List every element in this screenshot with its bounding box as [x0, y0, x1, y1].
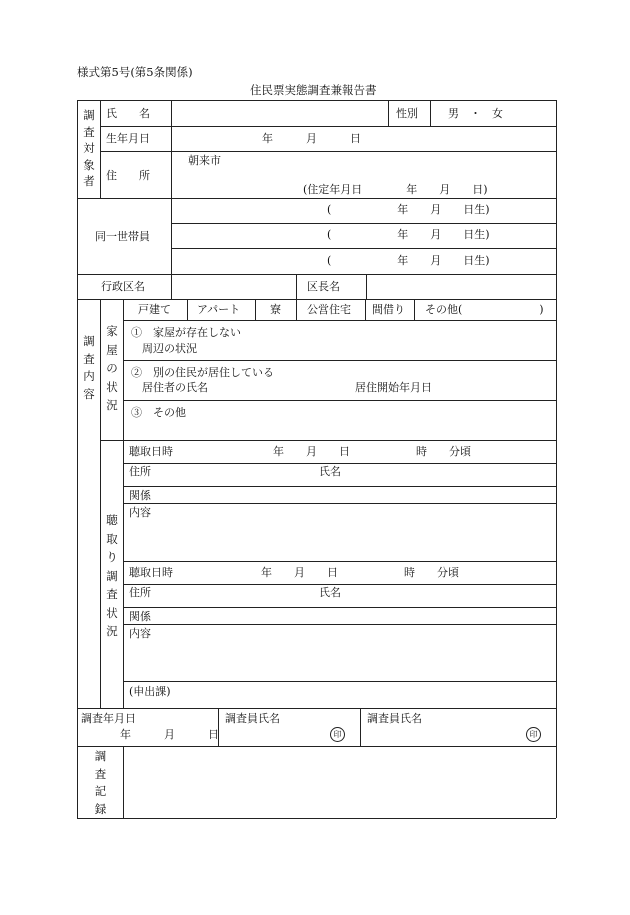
interview-relation-label: 関係 [129, 489, 151, 502]
interview-datetime-label: 聴取日時 [129, 566, 173, 579]
birth-date-field[interactable]: 年 月 日 [262, 132, 361, 145]
resident-name-label: 居住者の氏名 [142, 381, 208, 394]
house-type-other[interactable]: その他( ) [425, 303, 544, 316]
interview-name-label: 氏名 [319, 465, 341, 478]
option-no-house[interactable]: ① 家屋が存在しない [131, 326, 241, 339]
gender-label: 性別 [396, 107, 418, 120]
survey-date-field[interactable]: 年 月 日 [120, 728, 219, 741]
district-field[interactable] [173, 276, 294, 297]
interview-content-label: 内容 [129, 627, 151, 640]
requesting-department[interactable]: (申出課) [129, 685, 171, 698]
interview-address-label: 住所 [129, 465, 151, 478]
investigator-2-label: 調査員氏名 [367, 712, 422, 725]
interview-address-label: 住所 [129, 586, 151, 599]
survey-date-label: 調査年月日 [81, 712, 136, 725]
interview-name-label: 氏名 [319, 586, 341, 599]
interview-content-label: 内容 [129, 506, 151, 519]
seal-icon: 印 [330, 727, 345, 742]
house-type-detached[interactable]: 戸建て [138, 303, 171, 316]
house-type-rented-room[interactable]: 間借り [372, 303, 405, 316]
residence-start-label: 居住開始年月日 [355, 381, 432, 394]
name-field[interactable] [173, 102, 386, 124]
house-type-public-housing[interactable]: 公営住宅 [307, 303, 351, 316]
address-label: 住 所 [106, 169, 150, 182]
household-label: 同一世帯員 [95, 230, 150, 243]
survey-group-label: 調 査 内 容 [83, 334, 95, 401]
house-type-apartment[interactable]: アパート [197, 303, 241, 316]
house-status-label: 家 屋 の 状 況 [106, 324, 118, 412]
district-label: 行政区名 [101, 280, 145, 293]
residence-date[interactable]: (住定年月日 年 月 日) [303, 183, 488, 196]
option-other[interactable]: ③ その他 [131, 406, 186, 419]
address-value[interactable]: 朝来市 [188, 154, 221, 167]
birth-date-label: 生年月日 [106, 132, 150, 145]
option-other-resident[interactable]: ② 別の住民が居住している [131, 366, 274, 379]
gender-options[interactable]: 男 ・ 女 [448, 107, 503, 120]
interview-datetime-field[interactable]: 年 月 日 時 分頃 [273, 445, 471, 458]
survey-record-label: 調 査 記 録 [94, 749, 107, 816]
seal-icon: 印 [526, 727, 541, 742]
form-title: 住民票実態調査兼報告書 [250, 83, 377, 97]
district-chief-label: 区長名 [307, 280, 340, 293]
household-member-birth[interactable]: ( 年 月 日生) [327, 254, 490, 267]
survey-record-field[interactable] [125, 748, 554, 816]
house-type-dormitory[interactable]: 寮 [270, 303, 281, 316]
household-member-birth[interactable]: ( 年 月 日生) [327, 203, 490, 216]
interview-status-label: 聴 取 り 調 査 状 況 [106, 513, 118, 638]
district-chief-field[interactable] [368, 276, 554, 297]
interview-datetime-field[interactable]: 年 月 日 時 分頃 [261, 566, 459, 579]
household-member-birth[interactable]: ( 年 月 日生) [327, 228, 490, 241]
interview-datetime-label: 聴取日時 [129, 445, 173, 458]
surroundings-label: 周辺の状況 [142, 342, 197, 355]
interview-relation-label: 関係 [129, 610, 151, 623]
subject-group-label: 調 査 対 象 者 [83, 108, 95, 188]
name-label: 氏 名 [106, 107, 150, 120]
form-number: 様式第5号(第5条関係) [77, 65, 193, 79]
investigator-1-label: 調査員氏名 [225, 712, 280, 725]
